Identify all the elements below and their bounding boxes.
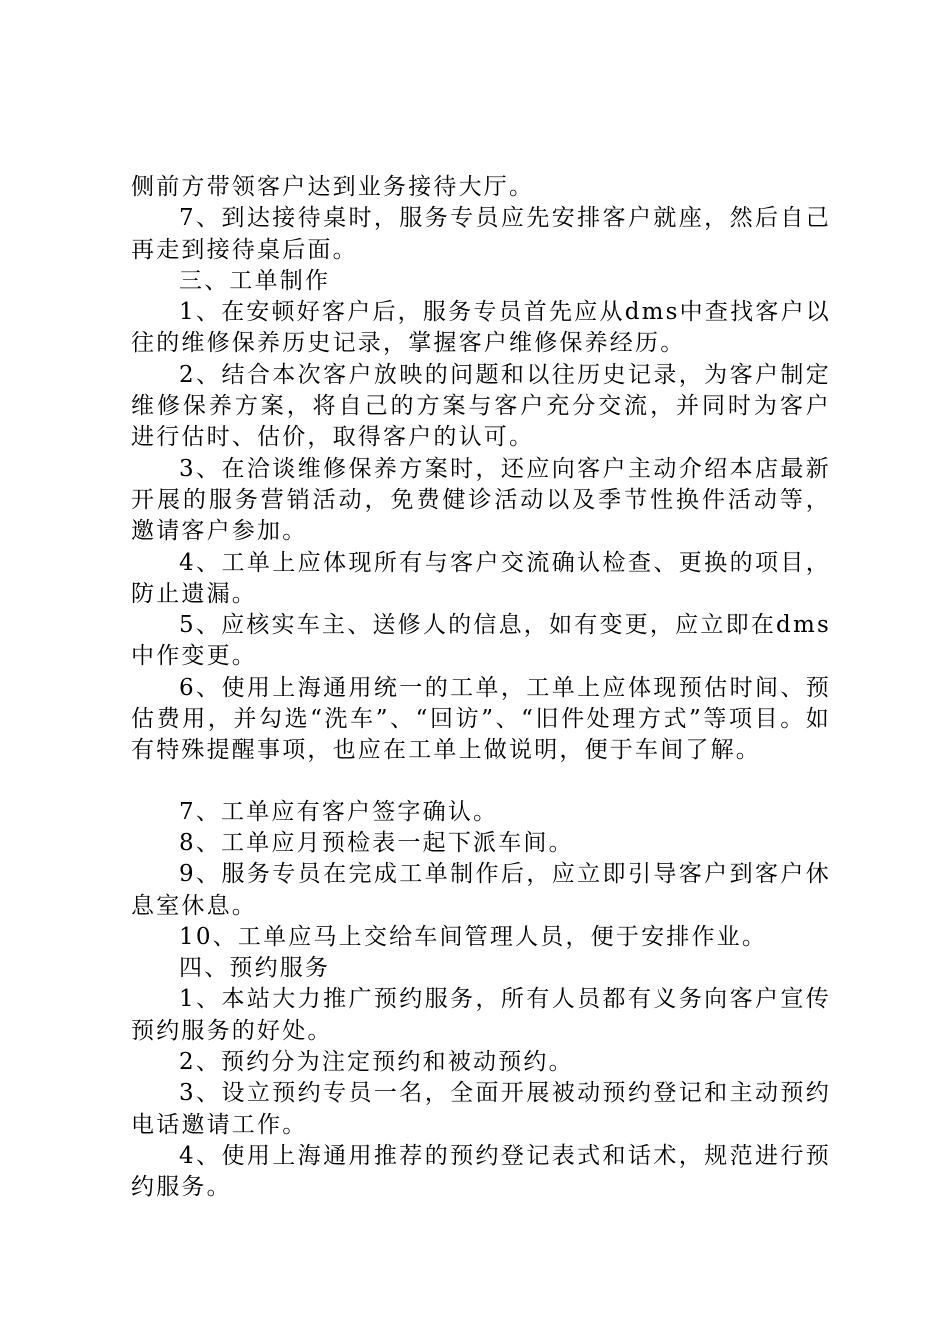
paragraph-item: 10、工单应马上交给车间管理人员，便于安排作业。: [179, 923, 768, 950]
paragraph-item: 7、工单应有客户签字确认。: [179, 798, 499, 825]
paragraph-item: 1、本站大力推广预约服务，所有人员都有义务向客户宣传预约服务的好处。: [131, 986, 831, 1044]
paragraph-continuation: 侧前方带领客户达到业务接待大厅。: [131, 174, 535, 200]
paragraph-item: 9、服务专员在完成工单制作后，应立即引导客户到客户休息室休息。: [131, 861, 831, 919]
paragraph-item: 5、应核实车主、送修人的信息，如有变更，应立即在dms中作变更。: [131, 612, 831, 670]
paragraph-item: 6、使用上海通用统一的工单，工单上应体现预估时间、预估费用，并勾选“洗车”、“回访”、“旧件处理方式”等项目。如有特殊提醒事项，也应在工单上做说明，便于车间了解。: [131, 674, 831, 764]
paragraph-item: 4、使用上海通用推荐的预约登记表式和话术，规范进行预约服务。: [131, 1142, 831, 1201]
paragraph-item: 7、到达接待桌时，服务专员应先安排客户就座，然后自己再走到接待桌后面。: [131, 205, 831, 263]
paragraph-item: 2、结合本次客户放映的问题和以往历史记录，为客户制定维修保养方案，将自己的方案与客户充分交流，并同时为客户进行估时、估价，取得客户的认可。: [131, 361, 831, 451]
paragraph-item: 4、工单上应体现所有与客户交流确认检查、更换的项目，防止遗漏。: [131, 549, 831, 607]
paragraph-item: 2、预约分为注定预约和被动预约。: [179, 1049, 574, 1076]
paragraph-item: 8、工单应月预检表一起下派车间。: [179, 829, 574, 856]
paragraph-item: 1、在安顿好客户后，服务专员首先应从dms中查找客户以往的维修保养历史记录，掌握客户维修保养经历。: [131, 299, 831, 357]
paragraph-item: 3、设立预约专员一名，全面开展被动预约登记和主动预约电话邀请工作。: [131, 1080, 831, 1138]
section-heading: 四、预约服务: [179, 955, 331, 982]
paragraph-item: 3、在洽谈维修保养方案时，还应向客户主动介绍本店最新开展的服务营销活动，免费健诊活动以及季节性换件活动等，邀请客户参加。: [131, 455, 831, 545]
paragraph-gap: [131, 767, 831, 797]
section-heading: 三、工单制作: [179, 267, 331, 294]
document-body: [131, 172, 831, 1204]
